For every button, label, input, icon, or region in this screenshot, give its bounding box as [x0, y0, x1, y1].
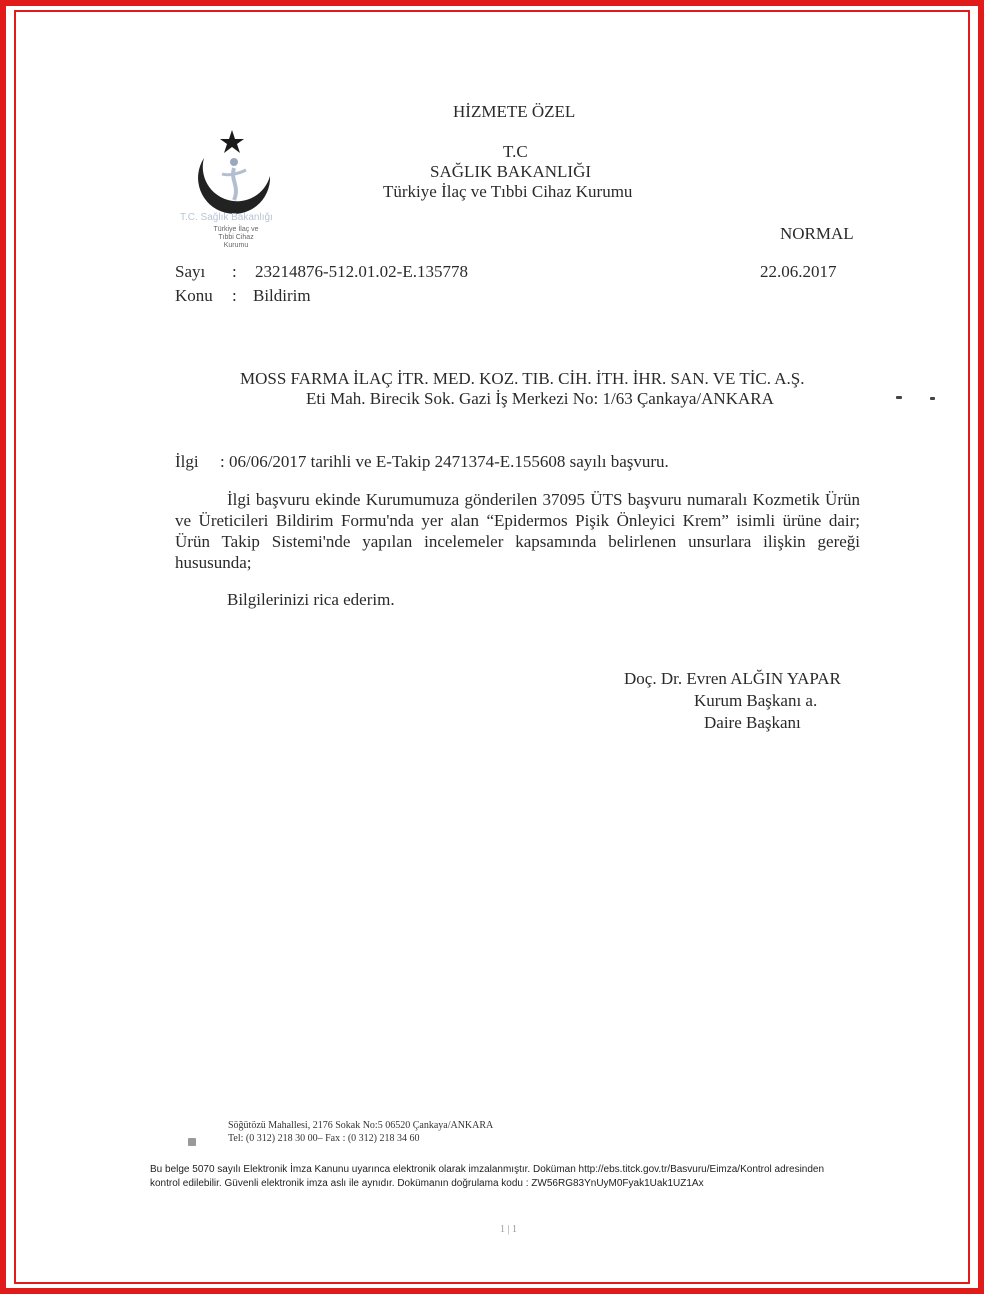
subject-label: Konu	[175, 286, 213, 305]
ministry-name: SAĞLIK BAKANLIĞI	[430, 162, 592, 181]
recipient-address: Eti Mah. Birecik Sok. Gazi İş Merkezi No: 1/63 Çankaya/ANKARA	[306, 389, 774, 408]
classification-label: HİZMETE ÖZEL	[453, 102, 576, 121]
recipient-name: MOSS FARMA İLAÇ İTR. MED. KOZ. TIB. CİH. İTH. İHR. SAN. VE TİC. A.Ş.	[240, 369, 805, 388]
scan-speck	[896, 396, 902, 399]
subject-separator: :	[232, 286, 237, 305]
reference-text: : 06/06/2017 tarihli ve E-Takip 2471374-E.155608 sayılı başvuru.	[220, 452, 669, 471]
number-label: Sayı	[175, 262, 206, 281]
reference-label: İlgi	[175, 452, 199, 471]
number-separator: :	[232, 262, 237, 281]
body-paragraph-text: İlgi başvuru ekinde Kurumumuza gönderilen 37095 ÜTS başvuru numaralı Kozmetik Ürün ve Üreticileri Bildirim Formu'nda yer alan “Epidermos Pişik Önleyici Krem” isimli ürüne dair; Ürün Takip Sistemi'nde yapılan incelemeler kapsamında belirlenen unsurlara ilişkin gereği hususunda;	[175, 490, 860, 572]
footer-address: Söğütözü Mahallesi, 2176 Sokak No:5 06520 Çankaya/ANKARA	[228, 1120, 494, 1131]
scan-speck	[188, 1138, 196, 1146]
signatory-name: Doç. Dr. Evren ALĞIN YAPAR	[624, 669, 841, 688]
agency-name: Türkiye İlaç ve Tıbbi Cihaz Kurumu	[383, 182, 633, 201]
page-number: 1 | 1	[500, 1224, 518, 1235]
document-number: 23214876-512.01.02-E.135778	[255, 262, 468, 281]
country-label: T.C	[503, 142, 528, 161]
footer-contact: Tel: (0 312) 218 30 00– Fax : (0 312) 218 34 60	[228, 1133, 420, 1144]
priority-label: NORMAL	[780, 224, 854, 243]
logo-title: T.C. Sağlık Bakanlığı	[180, 212, 273, 223]
document-date: 22.06.2017	[760, 262, 837, 281]
subject-value: Bildirim	[253, 286, 311, 305]
esignature-note: Bu belge 5070 sayılı Elektronik İmza Kanunu uyarınca elektronik olarak imzalanmıştır. Doküman http://ebs.titck.gov.tr/Basvuru/Eimza/Kontrol adresinden kontrol edilebilir. Güvenli elektronik imza aslı ile aynıdır. Dokümanın doğrulama kodu : ZW56RG83YnUyM0Fyak1Uak1UZ1Ax	[150, 1164, 825, 1189]
body-paragraph	[175, 489, 860, 573]
scan-speck	[930, 397, 935, 400]
closing-line: Bilgilerinizi rica ederim.	[227, 590, 395, 609]
logo-subtitle: Türkiye İlaç ve Tıbbi Cihaz Kurumu	[213, 226, 259, 249]
signatory-title-1: Kurum Başkanı a.	[694, 691, 818, 710]
signatory-title-2: Daire Başkanı	[704, 713, 801, 732]
